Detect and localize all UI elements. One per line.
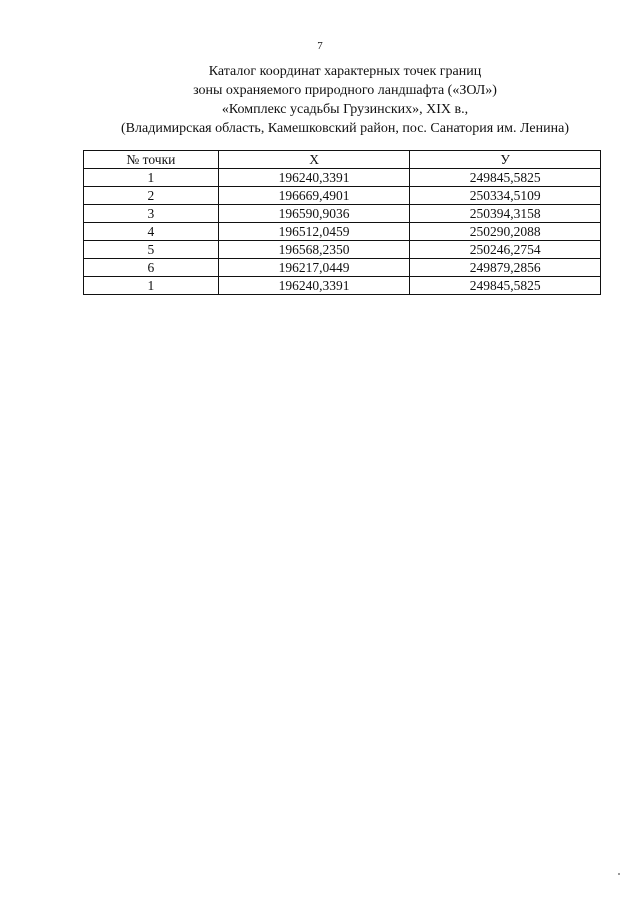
title-line-1: Каталог координат характерных точек границ	[208, 64, 482, 79]
header-y: У	[410, 151, 601, 169]
table-row	[84, 187, 601, 205]
coordinates-table	[83, 150, 601, 295]
scan-speck	[618, 873, 620, 875]
cell-point-number: 4	[84, 223, 219, 241]
cell-x: 196590,9036	[218, 205, 410, 223]
cell-x: 196217,0449	[218, 259, 410, 277]
cell-point-number: 3	[84, 205, 219, 223]
coordinates-table-container	[83, 150, 601, 295]
cell-y: 250290,2088	[410, 223, 601, 241]
table-row	[84, 277, 601, 295]
cell-x: 196240,3391	[218, 277, 410, 295]
cell-point-number: 1	[84, 277, 219, 295]
table-row	[84, 241, 601, 259]
cell-y: 249845,5825	[410, 277, 601, 295]
cell-point-number: 1	[84, 169, 219, 187]
document-title	[0, 62, 640, 138]
cell-point-number: 5	[84, 241, 219, 259]
cell-y: 250394,3158	[410, 205, 601, 223]
title-line-3: «Комплекс усадьбы Грузинских», XIX в.,	[221, 102, 469, 117]
cell-y: 250246,2754	[410, 241, 601, 259]
title-line-2: зоны охраняемого природного ландшафта («ЗОЛ»)	[193, 83, 497, 98]
table-row	[84, 259, 601, 277]
table-row	[84, 205, 601, 223]
header-x: Х	[218, 151, 410, 169]
cell-x: 196669,4901	[218, 187, 410, 205]
table-row	[84, 169, 601, 187]
page-number: 7	[317, 40, 323, 52]
table-row	[84, 223, 601, 241]
header-point-number: № точки	[84, 151, 219, 169]
cell-point-number: 6	[84, 259, 219, 277]
cell-x: 196512,0459	[218, 223, 410, 241]
cell-y: 249845,5825	[410, 169, 601, 187]
cell-x: 196240,3391	[218, 169, 410, 187]
cell-point-number: 2	[84, 187, 219, 205]
title-line-4: (Владимирская область, Камешковский район, пос. Санатория им. Ленина)	[121, 121, 569, 136]
cell-x: 196568,2350	[218, 241, 410, 259]
cell-y: 249879,2856	[410, 259, 601, 277]
table-header-row	[84, 151, 601, 169]
cell-y: 250334,5109	[410, 187, 601, 205]
